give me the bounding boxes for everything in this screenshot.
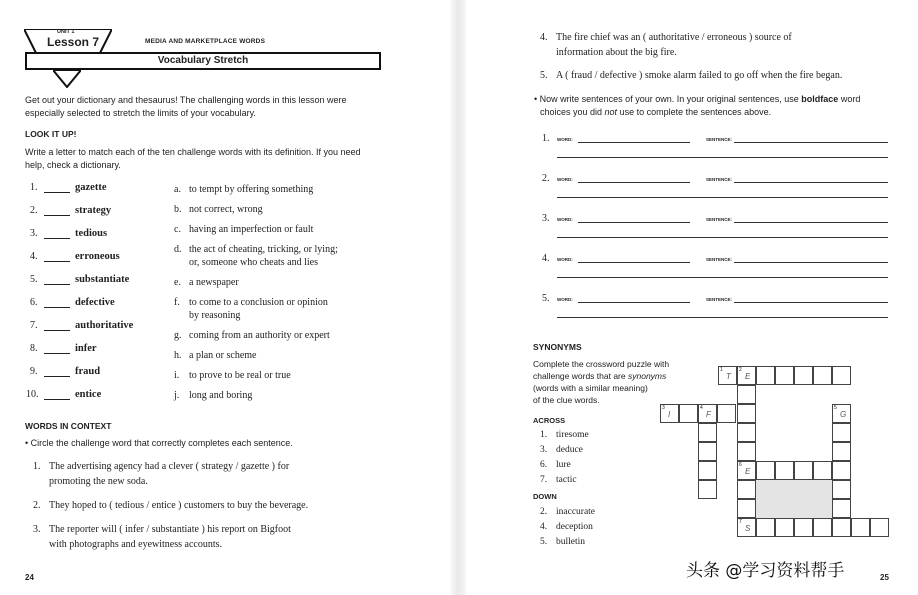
crossword-cell[interactable] (737, 518, 756, 537)
crossword-cell[interactable] (832, 499, 851, 518)
word-number: 6. (30, 297, 38, 308)
challenge-word: fraud (75, 366, 101, 377)
sentence-answer-line[interactable] (734, 222, 888, 223)
clue-text: lure (556, 460, 571, 470)
write-instruction-line-1: • Now write sentences of your own. In your original sentences, use boldface word (534, 94, 861, 104)
clue-text: deception (556, 522, 593, 532)
word-number: 2. (30, 205, 38, 216)
word-label: WORD: (557, 177, 573, 182)
clue-text: inaccurate (556, 507, 596, 517)
word-number: 8. (30, 343, 38, 354)
crossword-cell[interactable] (832, 423, 851, 442)
definition-letter: i. (174, 370, 180, 381)
write-instruction-line-2: choices you did not use to complete the sentences above. (540, 107, 772, 117)
challenge-word: erroneous (75, 251, 120, 262)
sentence-text-continued: with photographs and eyewitness accounts. (49, 539, 223, 550)
sentence-label: SENTENCE: (706, 217, 733, 222)
crossword-clue-number: 1 (720, 367, 723, 373)
write-row-number: 4. (542, 253, 550, 264)
unit-label: UNIT 1 (57, 29, 75, 35)
word-answer-line[interactable] (578, 182, 690, 183)
sentence-label: SENTENCE: (706, 257, 733, 262)
definition-text: coming from an authority or expert (189, 330, 330, 341)
intro-line-2: especially selected to stretch the limits of your vocabulary. (25, 108, 256, 118)
look-instruction-2: help, check a dictionary. (25, 160, 121, 170)
crossword-cell[interactable] (737, 480, 756, 499)
crossword-cell[interactable] (794, 518, 813, 537)
look-it-up-heading: LOOK IT UP! (25, 129, 77, 139)
word-number: 4. (30, 251, 38, 262)
word-number: 10. (26, 389, 39, 400)
crossword-cell[interactable] (851, 518, 870, 537)
sentence-number: 5. (540, 70, 548, 81)
crossword-cell[interactable] (813, 518, 832, 537)
definition-text: the act of cheating, tricking, or lying; (189, 244, 338, 255)
answer-blank[interactable] (44, 192, 70, 193)
word-number: 9. (30, 366, 38, 377)
crossword-shaded-block (756, 480, 832, 518)
sentence-answer-line-2[interactable] (557, 237, 888, 238)
word-number: 7. (30, 320, 38, 331)
answer-blank[interactable] (44, 307, 70, 308)
sentence-label: SENTENCE: (706, 177, 733, 182)
synonyms-instruction-3: (words with a similar meaning) (533, 383, 648, 393)
definition-letter: e. (174, 277, 181, 288)
answer-blank[interactable] (44, 215, 70, 216)
challenge-word: gazette (75, 182, 107, 193)
crossword-cell[interactable] (756, 461, 775, 480)
definition-text: not correct, wrong (189, 204, 263, 215)
clue-text: tactic (556, 475, 577, 485)
challenge-word: tedious (75, 228, 108, 239)
sentence-text: The fire chief was an ( authoritative / erroneous ) source of (556, 32, 792, 43)
answer-blank[interactable] (44, 284, 70, 285)
intro-line-1: Get out your dictionary and thesaurus! The challenging words in this lesson were (25, 95, 347, 105)
crossword-clue-number: 7 (739, 519, 742, 525)
crossword-cell[interactable] (775, 461, 794, 480)
clue-number: 7. (540, 475, 548, 485)
clue-text: deduce (556, 445, 583, 455)
right-page (466, 0, 918, 595)
crossword-cell[interactable] (718, 366, 737, 385)
definition-letter: a. (174, 184, 181, 195)
crossword-cell[interactable] (698, 423, 717, 442)
word-answer-line[interactable] (578, 262, 690, 263)
across-heading: ACROSS (533, 416, 566, 425)
words-in-context-heading: WORDS IN CONTEXT (25, 421, 112, 431)
crossword-hint-letter: T (726, 372, 731, 381)
crossword-clue-number: 3 (662, 405, 665, 411)
crossword-cell[interactable] (698, 461, 717, 480)
definition-letter: f. (174, 297, 180, 308)
write-row-number: 2. (542, 173, 550, 184)
watermark-text: 头条 @学习资料帮手 (686, 561, 845, 581)
crossword-cell[interactable] (660, 404, 679, 423)
crossword-hint-letter: E (745, 372, 751, 381)
crossword-cell[interactable] (813, 366, 832, 385)
crossword-cell[interactable] (832, 366, 851, 385)
definition-text: to prove to be real or true (189, 370, 291, 381)
definition-text: a newspaper (189, 277, 239, 288)
definition-letter: g. (174, 330, 182, 341)
challenge-word: infer (75, 343, 97, 354)
crossword-cell[interactable] (737, 442, 756, 461)
crossword-clue-number: 4 (700, 405, 703, 411)
crossword-cell[interactable] (717, 404, 736, 423)
sentence-answer-line-2[interactable] (557, 157, 888, 158)
answer-blank[interactable] (44, 330, 70, 331)
crossword-cell[interactable] (698, 442, 717, 461)
word-answer-line[interactable] (578, 142, 690, 143)
answer-blank[interactable] (44, 353, 70, 354)
crossword-clue-number: 5 (834, 405, 837, 411)
challenge-word: defective (75, 297, 115, 308)
crossword-clue-number: 6 (739, 462, 742, 468)
crossword-clue-number: 2 (739, 367, 742, 373)
definition-letter: h. (174, 350, 182, 361)
header-triangle-decoration (53, 70, 81, 88)
page-number-left: 24 (25, 573, 34, 582)
crossword-cell[interactable] (832, 461, 851, 480)
lesson-label: Lesson 7 (47, 35, 100, 49)
challenge-word: strategy (75, 205, 112, 216)
clue-number: 1. (540, 430, 548, 440)
crossword-cell[interactable] (737, 366, 756, 385)
clue-number: 3. (540, 445, 548, 455)
sentence-text-continued: promoting the new soda. (49, 476, 148, 487)
definition-text: to tempt by offering something (189, 184, 314, 195)
crossword-cell[interactable] (698, 404, 717, 423)
definition-letter: d. (174, 244, 182, 255)
crossword-cell[interactable] (794, 461, 813, 480)
sentence-text: A ( fraud / defective ) smoke alarm failed to go off when the fire began. (556, 70, 843, 81)
sentence-answer-line[interactable] (734, 142, 888, 143)
sentence-answer-line[interactable] (734, 262, 888, 263)
answer-blank[interactable] (44, 376, 70, 377)
clue-number: 5. (540, 537, 548, 547)
word-label: WORD: (557, 137, 573, 142)
lesson-subtitle: MEDIA AND MARKETPLACE WORDS (145, 38, 266, 45)
definition-text-continued: or, someone who cheats and lies (189, 257, 319, 268)
definition-text-continued: by reasoning (189, 310, 241, 321)
crossword-cell[interactable] (794, 366, 813, 385)
crossword-cell[interactable] (832, 480, 851, 499)
synonyms-instruction-4: of the clue words. (533, 395, 600, 405)
crossword-hint-letter: I (668, 410, 671, 419)
look-instruction-1: Write a letter to match each of the ten challenge words with its definition. If you need (25, 147, 361, 157)
crossword-cell[interactable] (737, 385, 756, 404)
write-row-number: 3. (542, 213, 550, 224)
synonyms-instruction-2: challenge words that are synonyms (533, 371, 667, 381)
page-title: Vocabulary Stretch (25, 52, 381, 70)
sentence-number: 1. (33, 461, 41, 472)
crossword-cell[interactable] (813, 461, 832, 480)
definition-text: a plan or scheme (189, 350, 257, 361)
sentence-number: 4. (540, 32, 548, 43)
synonyms-instruction-1: Complete the crossword puzzle with (533, 359, 670, 369)
word-number: 5. (30, 274, 38, 285)
word-number: 1. (30, 182, 38, 193)
synonyms-heading: SYNONYMS (533, 342, 582, 352)
crossword-hint-letter: G (840, 410, 847, 419)
sentence-answer-line-2[interactable] (557, 277, 888, 278)
definition-letter: c. (174, 224, 181, 235)
crossword-hint-letter: E (745, 467, 751, 476)
context-instruction: • Circle the challenge word that correctly completes each sentence. (25, 438, 293, 448)
sentence-text: The advertising agency had a clever ( strategy / gazette ) for (49, 461, 290, 472)
crossword-cell[interactable] (737, 499, 756, 518)
challenge-word: substantiate (75, 274, 130, 285)
sentence-text: They hoped to ( tedious / entice ) customers to buy the beverage. (49, 500, 309, 511)
definition-text: having an imperfection or fault (189, 224, 314, 235)
clue-text: bulletin (556, 537, 586, 547)
write-row-number: 5. (542, 293, 550, 304)
answer-blank[interactable] (44, 399, 70, 400)
challenge-word: authoritative (75, 320, 134, 331)
definition-text: to come to a conclusion or opinion (189, 297, 328, 308)
sentence-number: 2. (33, 500, 41, 511)
crossword-hint-letter: S (745, 524, 751, 533)
crossword-cell[interactable] (756, 366, 775, 385)
word-label: WORD: (557, 217, 573, 222)
challenge-word: entice (75, 389, 102, 400)
definition-letter: b. (174, 204, 182, 215)
down-heading: DOWN (533, 492, 557, 501)
clue-number: 4. (540, 522, 548, 532)
sentence-number: 3. (33, 524, 41, 535)
definition-letter: j. (174, 390, 180, 401)
crossword-cell[interactable] (737, 404, 756, 423)
word-number: 3. (30, 228, 38, 239)
clue-text: tiresome (556, 430, 589, 440)
sentence-answer-line-2[interactable] (557, 197, 888, 198)
crossword-cell[interactable] (737, 423, 756, 442)
crossword-cell[interactable] (832, 518, 851, 537)
crossword-hint-letter: F (706, 410, 711, 419)
sentence-answer-line-2[interactable] (557, 317, 888, 318)
sentence-text-continued: information about the big fire. (556, 47, 677, 58)
crossword-cell[interactable] (737, 461, 756, 480)
sentence-label: SENTENCE: (706, 297, 733, 302)
answer-blank[interactable] (44, 238, 70, 239)
word-label: WORD: (557, 297, 573, 302)
crossword-cell[interactable] (832, 404, 851, 423)
crossword-cell[interactable] (756, 518, 775, 537)
clue-number: 6. (540, 460, 548, 470)
word-answer-line[interactable] (578, 222, 690, 223)
book-gutter (450, 0, 466, 595)
crossword-cell[interactable] (679, 404, 698, 423)
left-page (0, 0, 450, 595)
crossword-cell[interactable] (832, 442, 851, 461)
word-answer-line[interactable] (578, 302, 690, 303)
crossword-cell[interactable] (698, 480, 717, 499)
page-number-right: 25 (880, 573, 889, 582)
write-row-number: 1. (542, 133, 550, 144)
crossword-cell[interactable] (775, 366, 794, 385)
sentence-label: SENTENCE: (706, 137, 733, 142)
clue-number: 2. (540, 507, 548, 517)
sentence-answer-line[interactable] (734, 302, 888, 303)
definition-text: long and boring (189, 390, 253, 401)
crossword-cell[interactable] (870, 518, 889, 537)
word-label: WORD: (557, 257, 573, 262)
sentence-answer-line[interactable] (734, 182, 888, 183)
sentence-text: The reporter will ( infer / substantiate ) his report on Bigfoot (49, 524, 291, 535)
answer-blank[interactable] (44, 261, 70, 262)
crossword-cell[interactable] (775, 518, 794, 537)
